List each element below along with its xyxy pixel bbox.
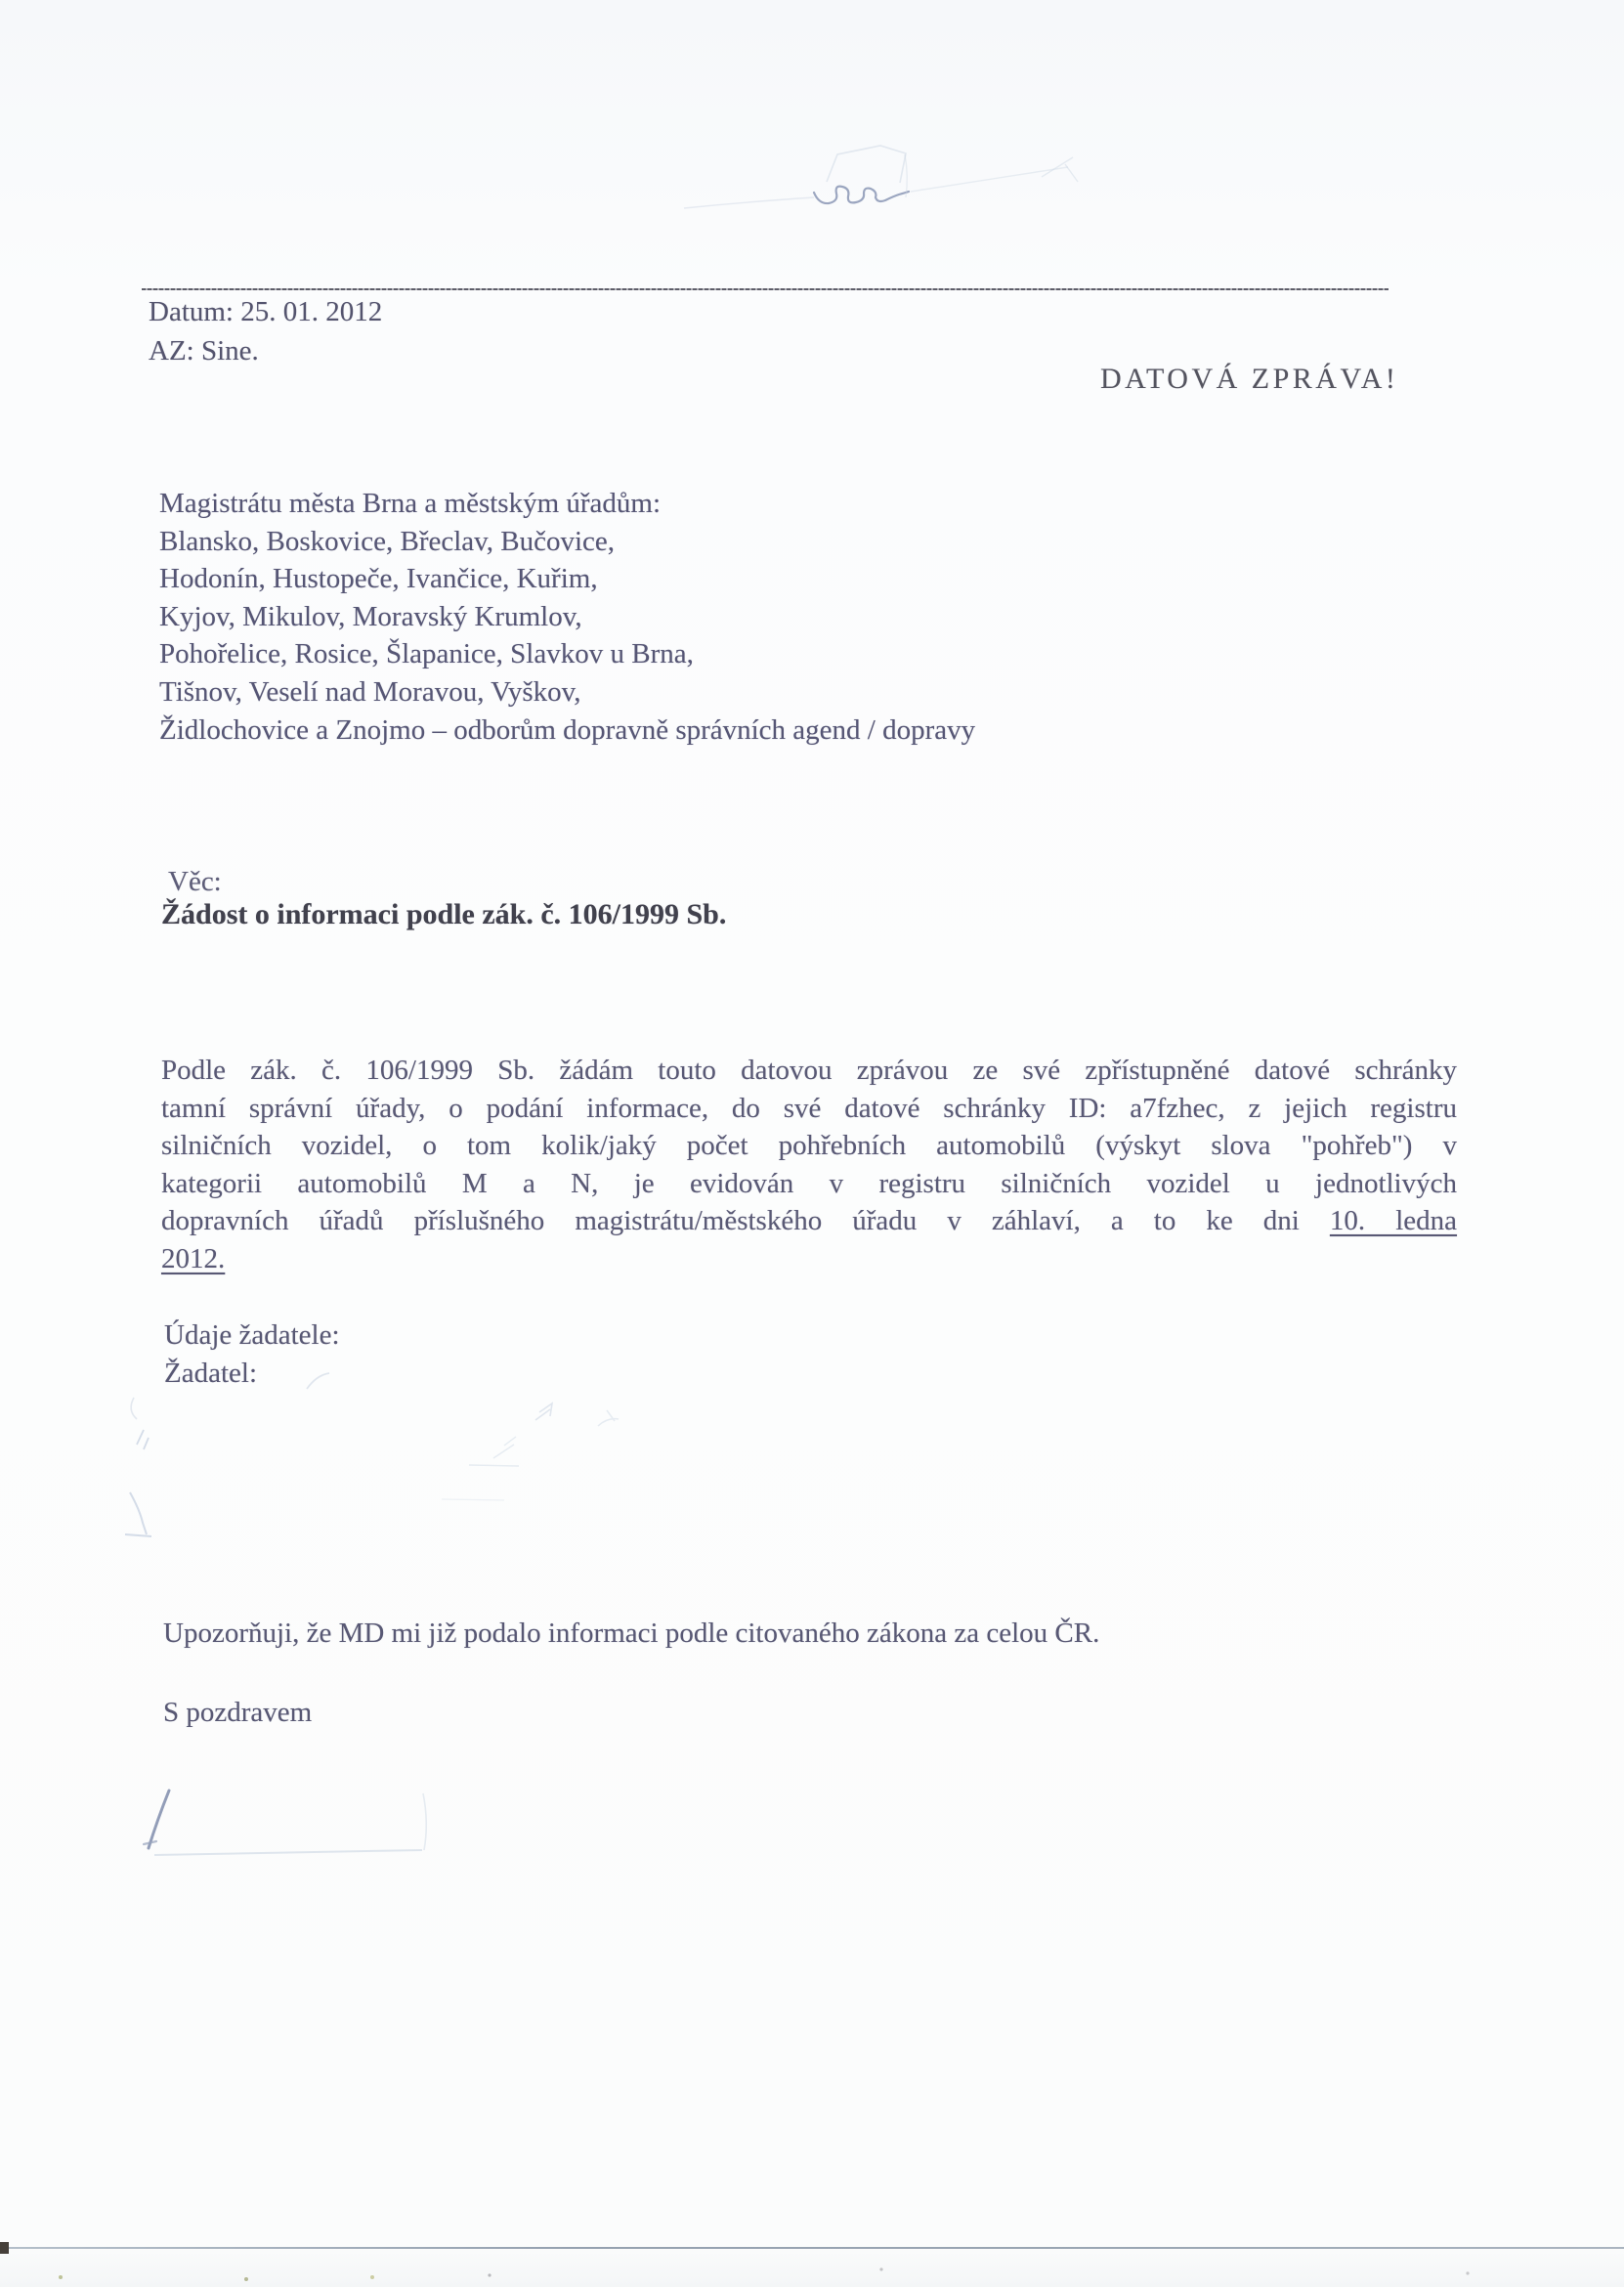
data-message-stamp: DATOVÁ ZPRÁVA! — [1100, 363, 1399, 395]
scan-speck — [59, 2275, 63, 2279]
ghost-curve-mid — [307, 1373, 329, 1389]
recipient-line: Blansko, Boskovice, Břeclav, Bučovice, — [159, 525, 616, 557]
ghost-diagonals — [493, 1437, 516, 1458]
ghost-left-s — [131, 1398, 137, 1419]
file-ref-line: AZ: Sine. — [149, 335, 259, 367]
top-scribble — [814, 187, 909, 203]
scan-corner-mark — [0, 2242, 9, 2254]
ghost-tail-line — [911, 167, 1068, 192]
paragraph-text: dopravních úřadů příslušného magistrátu/městského úřadu v záhlaví, a to ke dni — [161, 1205, 1330, 1237]
header-rule — [142, 288, 1389, 290]
recipient-block — [159, 485, 975, 749]
request-paragraph — [161, 1052, 1457, 1278]
ghost-mark-right — [1042, 157, 1078, 182]
underlined-date: 10. ledna — [1329, 1205, 1457, 1237]
paragraph-line: tamní správní úřady, o podání informace, do své datové schránky ID: a7fzhec, z jejich registru — [161, 1092, 1457, 1124]
recipient-line: Kyjov, Mikulov, Moravský Krumlov, — [159, 600, 582, 632]
subject-label: Věc: — [168, 866, 222, 897]
signature-tick — [144, 1841, 156, 1844]
underlined-year: 2012. — [161, 1242, 226, 1274]
ghost-vertical — [905, 154, 907, 197]
recipient-line: Pohořelice, Rosice, Šlapanice, Slavkov u Brna, — [159, 638, 694, 670]
notice-line: Upozorňuji, že MD mi již podalo informaci podle citovaného zákona za celou ČR. — [163, 1618, 1100, 1649]
scan-edge-line — [0, 2247, 1624, 2249]
scan-speck — [1466, 2271, 1469, 2274]
ghost-curl-right — [598, 1410, 619, 1426]
recipient-line: Hodonín, Hustopeče, Ivančice, Kuřim, — [159, 563, 598, 595]
ghost-line — [684, 197, 814, 208]
scan-speck — [879, 2267, 882, 2270]
ghost-polygon — [827, 146, 906, 183]
date-line: Datum: 25. 01. 2012 — [149, 296, 383, 327]
ghost-slashes — [137, 1430, 149, 1449]
applicant-heading: Údaje žadatele: — [164, 1319, 340, 1351]
recipient-line: Tišnov, Veselí nad Moravou, Vyškov, — [159, 675, 581, 708]
paragraph-line — [161, 1240, 1457, 1278]
scan-speck — [370, 2275, 374, 2279]
scan-speck — [244, 2277, 248, 2281]
paragraph-line: Podle zák. č. 106/1999 Sb. žádám touto datovou zprávou ze své zpřístupněné datové schránky — [161, 1055, 1457, 1086]
signature-wisp-right — [423, 1793, 426, 1850]
ghost-bracket — [125, 1492, 151, 1536]
subject-title: Žádost o informaci podle zák. č. 106/1999 Sb. — [161, 898, 727, 930]
recipient-line: Magistrátu města Brna a městským úřadům: — [159, 488, 662, 519]
scan-speck — [488, 2273, 491, 2276]
paragraph-line: silničních vozidel, o tom kolik/jaký počet pohřebních automobilů (výskyt slova "pohřeb") v — [161, 1130, 1457, 1162]
ghost-arrow — [535, 1403, 552, 1420]
paragraph-line: kategorii automobilů M a N, je evidován v registru silničních vozidel u jednotlivých — [161, 1167, 1457, 1199]
recipient-line: Židlochovice a Znojmo – odborům dopravně správních agend / dopravy — [159, 713, 976, 746]
ghost-underline — [442, 1499, 504, 1500]
applicant-label: Žadatel: — [164, 1358, 258, 1389]
ghost-horizontal — [469, 1465, 519, 1466]
paragraph-line — [161, 1202, 1457, 1240]
signature-baseline — [154, 1850, 422, 1855]
closing-line: S pozdravem — [163, 1697, 313, 1728]
signature-stroke — [149, 1791, 169, 1848]
